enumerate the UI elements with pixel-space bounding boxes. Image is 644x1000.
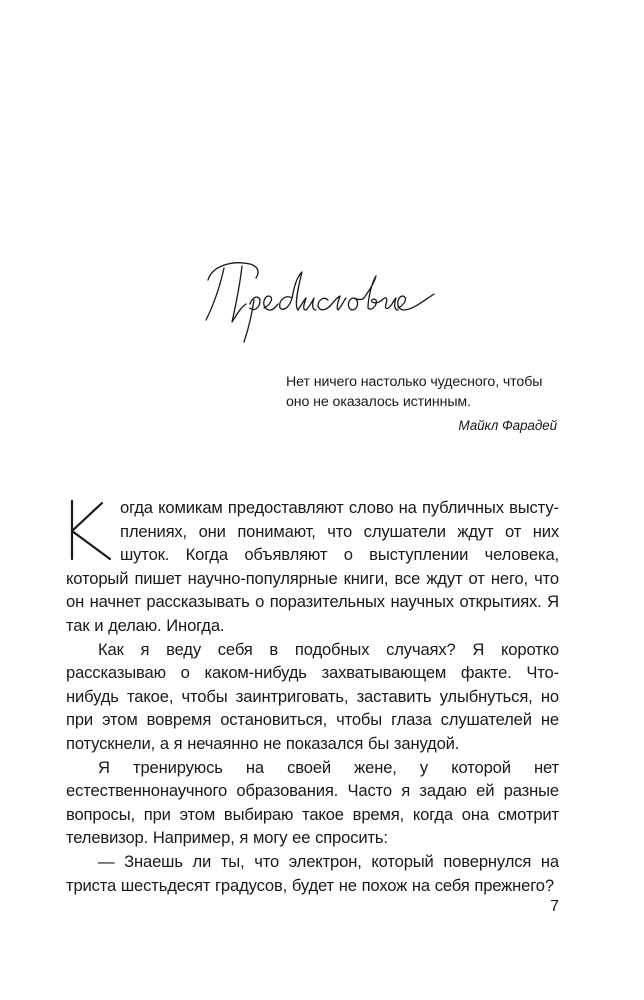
drop-cap-glyph [66,499,114,561]
chapter-title [0,242,644,347]
paragraph-1-text: огда комикам предоставляют слово на публичных выступлениях, они понимают, что слушатели ждут от них шуток. Когда объявляют о выступлении человека, который пишет научно-популярные книги, все ждут от него, что он начнет рассказывать о поразительных научных открытиях. Я так и делаю. Иногда. [66,498,559,635]
paragraph-3: Я тренируюсь на своей жене, у которой нет естественнонаучного образования. Часто я задаю ей разные вопросы, при этом выбираю такое время, когда она смотрит телевизор. Например, я могу ее спросить: [66,757,559,848]
paragraph-1 [66,496,559,638]
epigraph-quote: Нет ничего настолько чудесного, чтобы оно не оказалось истинным. [286,374,543,410]
drop-cap [66,499,114,561]
epigraph [286,373,561,436]
body-text [66,496,559,897]
page-number: 7 [550,898,559,915]
epigraph-author: Майкл Фарадей [458,418,557,433]
paragraph-4: — Знаешь ли ты, что электрон, который повернулся на триста шестьдесят градусов, будет не похож на себя прежнего? [66,851,559,895]
chapter-title-script [202,242,442,347]
paragraph-2: Как я веду себя в подобных случаях? Я коротко рассказываю о каком-нибудь захватывающем факте. Что-нибудь такое, чтобы заинтриговать, заставить улыбнуться, но при этом вовремя остановиться, чтобы глаза слушателей не потускнели, а я нечаянно не показался бы занудой. [66,639,559,753]
